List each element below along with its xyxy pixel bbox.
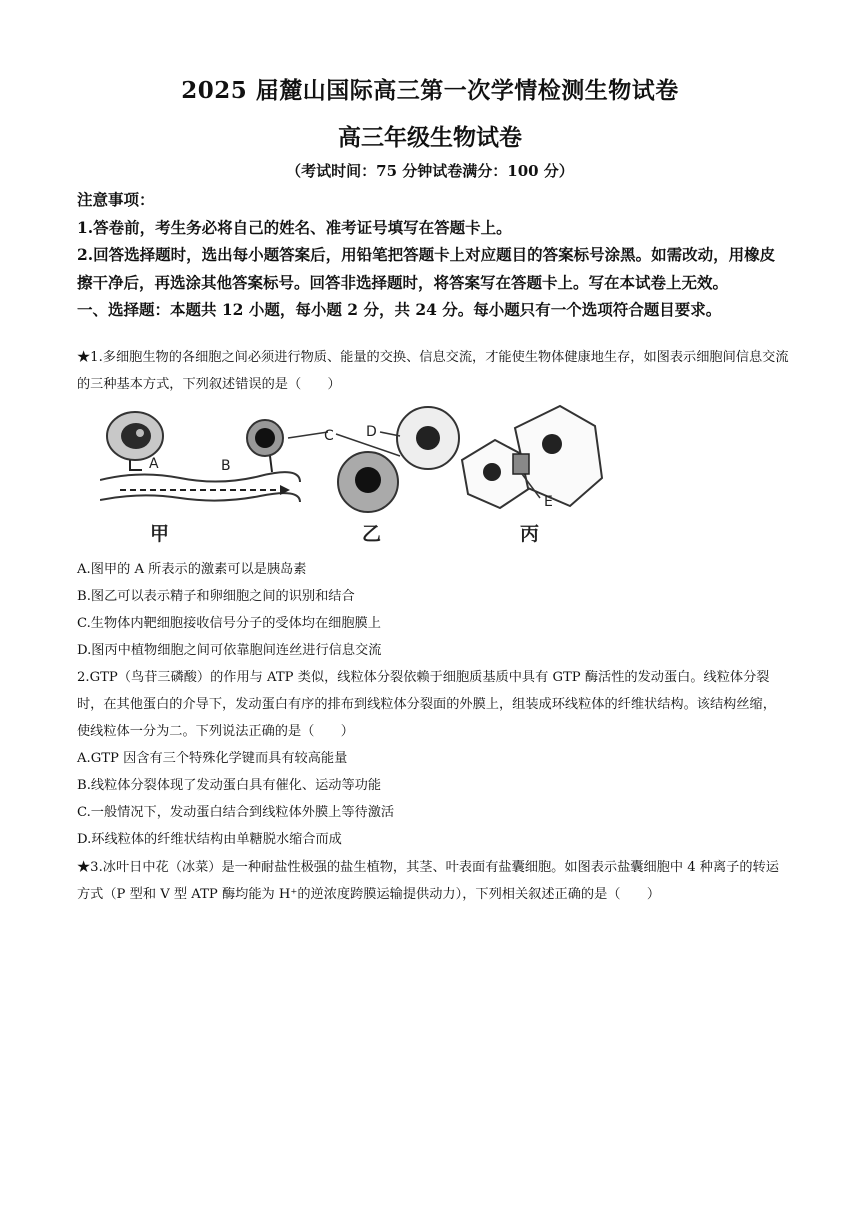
question-stem: ★1.多细胞生物的各细胞之间必须进行物质、能量的交换、信息交流，才能使生物体健康地生存，如图表示细胞间信息交流的三种基本方式，下列叙述错误的是（ ） [77,350,789,392]
exam-subtitle: 高三年级生物试卷 [338,124,522,151]
marker-label: D [366,424,377,440]
cell-nucleus [121,423,151,449]
nucleolus [136,429,144,437]
panel-label-yi: 乙 [362,523,382,545]
marker-label: C [324,428,334,444]
marker-label: A [149,456,159,472]
option-c: C.生物体内靶细胞接收信号分子的受体均在细胞膜上 [77,616,381,631]
exam-title: 2025 届麓山国际高三第一次学情检测生物试卷 [181,77,679,104]
cell-nucleus [542,434,562,454]
option-d: D.环线粒体的纤维状结构由单糖脱水缩合而成 [77,832,342,847]
connector-line [288,432,328,438]
panel-yi-diagram [288,407,459,512]
option-d: D.图丙中植物细胞之间可依靠胞间连丝进行信息交流 [77,643,382,658]
option-c: C.一般情况下，发动蛋白结合到线粒体外膜上等待激活 [77,805,395,820]
marker-label: B [221,458,231,474]
panel-label-bing: 丙 [520,523,540,545]
section-heading: 一、选择题：本题共 12 小题，每小题 2 分，共 24 分。每小题只有一个选项符合题目要求。 [77,300,722,319]
signal-arrow [270,456,272,472]
option-b: B.线粒体分裂体现了发动蛋白具有催化、运动等功能 [77,778,382,793]
question-stem: 2.GTP（鸟苷三磷酸）的作用与 ATP 类似，线粒体分裂依赖于细胞质基质中具有 GTP 酶活性的发动蛋白。线粒体分裂时，在其他蛋白的介导下，发动蛋白有序的排布到线粒体分裂面的外膜上，组装成环线粒体的纤维状结构。该结构丝缩，使线粒体一分为二。下列说法正确的是（ ） [77,670,776,739]
cell-nucleus [255,428,275,448]
exam-info: （考试时间：75 分钟试卷满分：100 分） [286,162,574,180]
question-2 [77,664,789,853]
cell-nucleus [416,426,440,450]
question-stem: ★3.冰叶日中花（冰菜）是一种耐盐性极强的盐生植物，其茎、叶表面有盐囊细胞。如图表示盐囊细胞中 4 种离子的转运方式（P 型和 V 型 ATP 酶均能为 H⁺的逆浓度跨膜运输提供动力），下列相关叙述正确的是（ ） [77,860,779,902]
blood-vessel-upper-wall [100,472,300,482]
instructions-heading: 注意事项： [77,190,155,209]
instruction-item: 1.答卷前，考生务必将自己的姓名、准考证号填写在答题卡上。 [77,217,512,237]
plasmodesmata [513,454,529,474]
cell-nucleus [355,467,381,493]
panel-label-jia: 甲 [150,523,170,545]
instruction-item: 2.回答选择题时，选出每小题答案后，用铅笔把答题卡上对应题目的答案标号涂黑。如需改动，用橡皮擦干净后，再选涂其他答案标号。回答非选择题时，将答案写在答题卡上。写在本试卷上无效。 [77,245,776,292]
cell-communication-figure [100,398,610,550]
panel-bing-diagram [462,406,602,508]
secretion-arrow [130,460,142,470]
cell-nucleus [483,463,501,481]
instructions [77,186,787,324]
marker-label: E [544,494,553,510]
option-a: A.GTP 因含有三个特殊化学键而具有较高能量 [77,751,348,766]
question-1-options [77,556,789,664]
blood-vessel-lower-wall [100,493,300,502]
question-1 [77,344,789,398]
option-b: B.图乙可以表示精子和卵细胞之间的识别和结合 [77,589,355,604]
panel-jia-diagram [100,412,300,502]
option-a: A.图甲的 A 所表示的激素可以是胰岛素 [77,562,307,577]
question-3 [77,854,789,908]
